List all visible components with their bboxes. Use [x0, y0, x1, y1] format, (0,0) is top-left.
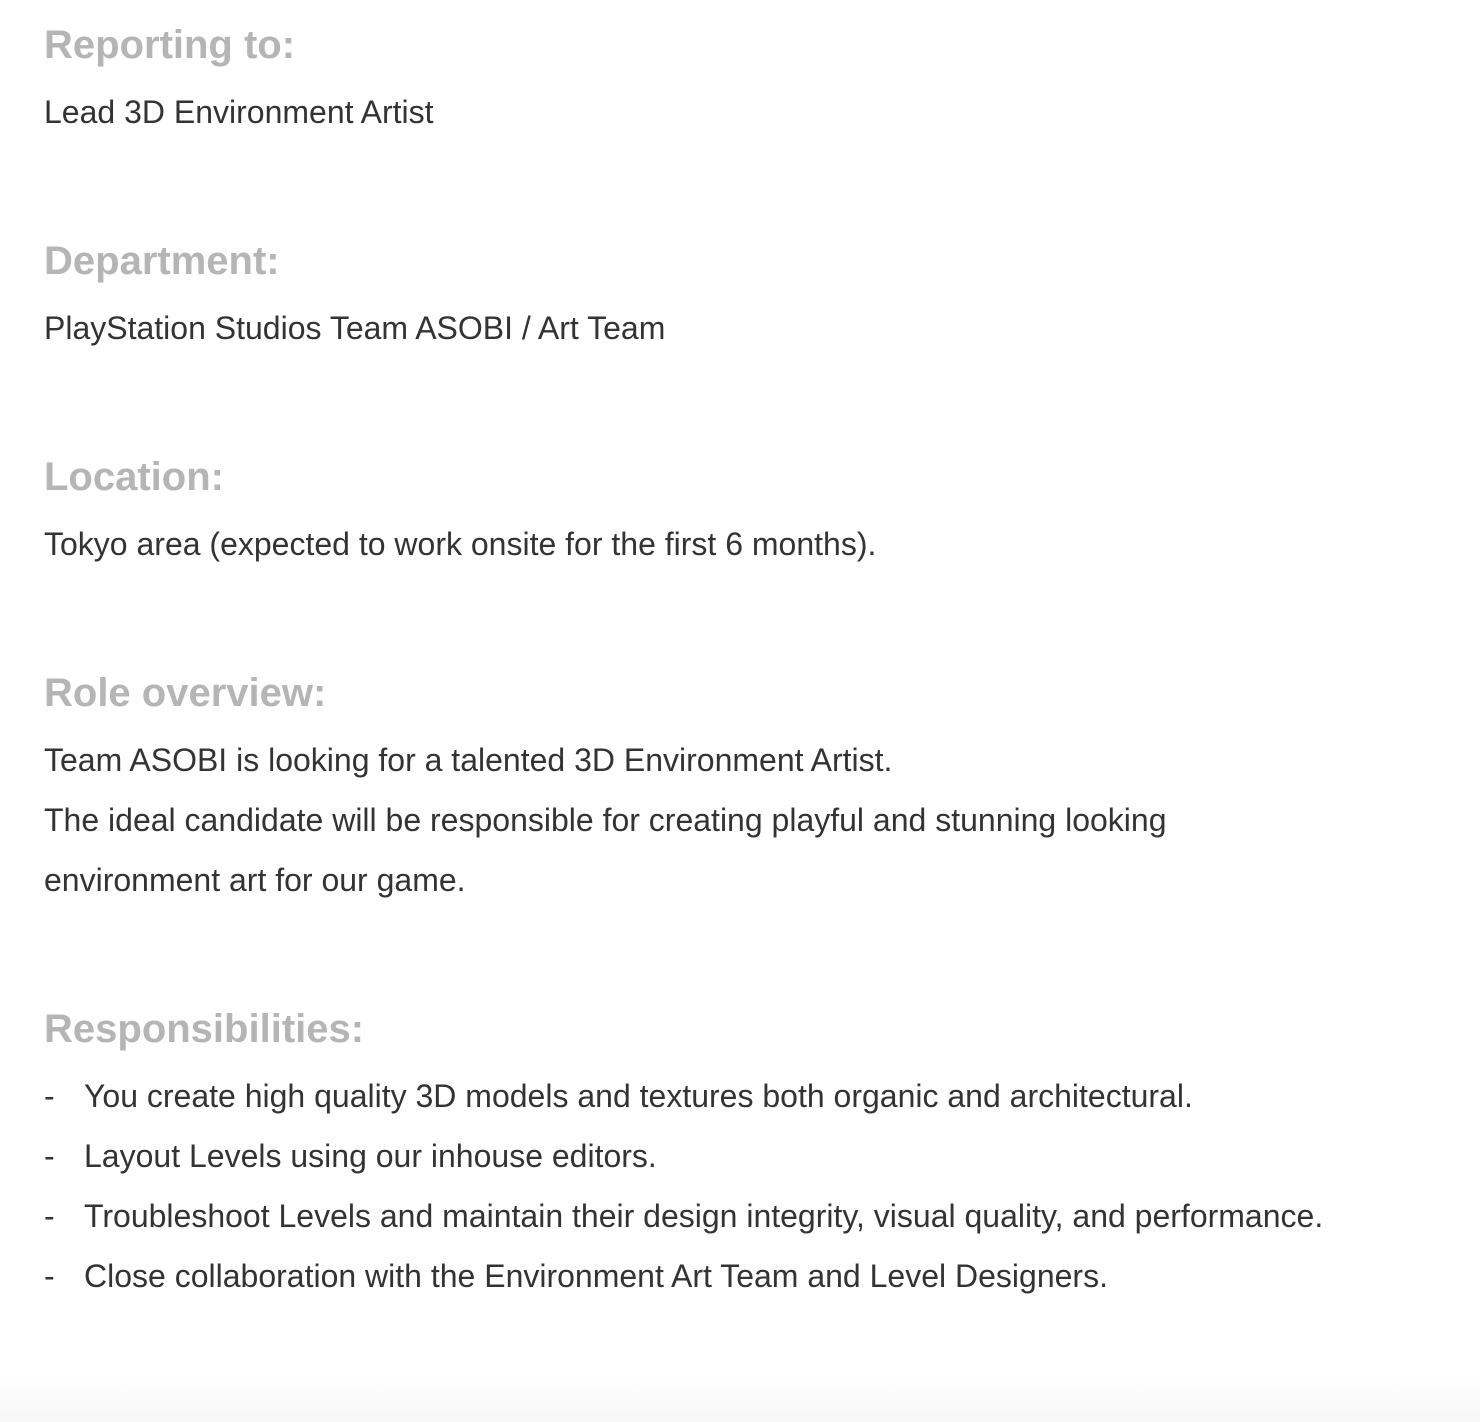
bottom-fade	[0, 1372, 1480, 1422]
list-item	[44, 1246, 1434, 1306]
bullet-dash: -	[44, 1258, 55, 1294]
role-overview-section	[44, 670, 1434, 1006]
job-description	[44, 22, 1434, 1306]
role-overview-line: Team ASOBI is looking for a talented 3D Environment Artist.	[44, 742, 893, 778]
location-text: Tokyo area (expected to work onsite for the first 6 months).	[44, 526, 877, 562]
bullet-dash: -	[44, 1078, 55, 1114]
role-overview-heading: Role overview:	[44, 671, 327, 715]
bullet-dash: -	[44, 1138, 55, 1174]
department-text: PlayStation Studios Team ASOBI / Art Team	[44, 310, 666, 346]
reporting-text: Lead 3D Environment Artist	[44, 94, 434, 130]
list-item-text: You create high quality 3D models and textures both organic and architectural.	[84, 1078, 1193, 1114]
department-section	[44, 238, 1434, 454]
responsibilities-heading: Responsibilities:	[44, 1007, 365, 1051]
responsibilities-section	[44, 1006, 1434, 1306]
reporting-heading: Reporting to:	[44, 23, 296, 67]
responsibilities-list	[44, 1066, 1434, 1306]
list-item-text: Layout Levels using our inhouse editors.	[84, 1138, 657, 1174]
bullet-dash: -	[44, 1198, 55, 1234]
role-overview-line: environment art for our game.	[44, 862, 466, 898]
list-item	[44, 1066, 1434, 1126]
list-item	[44, 1186, 1434, 1246]
list-item-text: Troubleshoot Levels and maintain their design integrity, visual quality, and performance.	[84, 1198, 1324, 1234]
department-heading: Department:	[44, 239, 280, 283]
list-item	[44, 1126, 1434, 1186]
location-section	[44, 454, 1434, 670]
role-overview-line: The ideal candidate will be responsible for creating playful and stunning looking	[44, 802, 1167, 838]
location-heading: Location:	[44, 455, 224, 499]
list-item-text: Close collaboration with the Environment Art Team and Level Designers.	[84, 1258, 1108, 1294]
reporting-section	[44, 22, 1434, 238]
